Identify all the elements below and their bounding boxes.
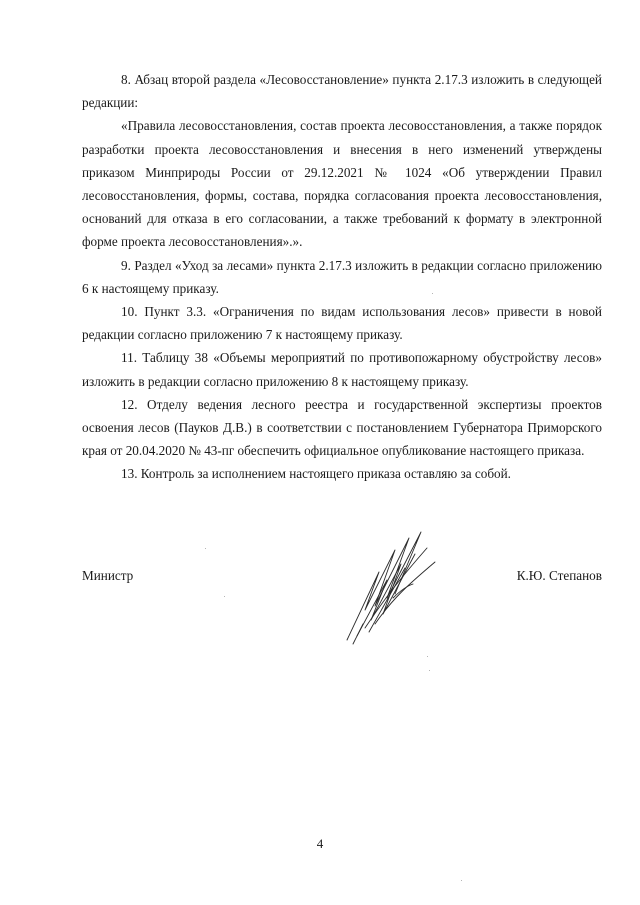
paragraph-13: 13. Контроль за исполнением настоящего приказа оставляю за собой. — [121, 466, 511, 482]
scan-speck — [427, 656, 428, 657]
document-body — [82, 68, 602, 486]
signer-name: К.Ю. Степанов — [516, 568, 602, 583]
scan-speck — [461, 880, 462, 881]
paragraph-11: 11. Таблицу 38 «Объемы мероприятий по противопожарному обустройству лесов» изложить в редакции согласно приложению 8 к настоящему приказу. — [82, 350, 602, 389]
paragraph-8: 8. Абзац второй раздела «Лесовосстановление» пункта 2.17.3 изложить в следующей редакции: — [82, 72, 602, 111]
scan-speck — [205, 548, 206, 549]
signature-block — [82, 568, 602, 592]
page-number: 4 — [316, 836, 324, 851]
paragraph-8-quote: «Правила лесовосстановления, состав проекта лесовосстановления, а также порядок разработки проекта лесовосстановления и внесения в него изменений утверждены приказом Минприроды России от 29.12.2021 № 1024 «Об утверждении Правил лесовосстановления, формы, состава, порядка согласования проекта лесовосстановления, оснований для отказа в его согласовании, а также требований к формату в электронной форме проекта лесовосстановления».». — [82, 118, 602, 250]
scan-speck — [432, 293, 433, 294]
paragraph-10: 10. Пункт 3.3. «Ограничения по видам использования лесов» привести в новой редакции согласно приложению 7 к настоящему приказу. — [82, 304, 602, 343]
scan-speck — [429, 670, 430, 671]
scan-speck — [224, 596, 225, 597]
paragraph-9: 9. Раздел «Уход за лесами» пункта 2.17.3 изложить в редакции согласно приложению 6 к настоящему приказу. — [82, 257, 602, 296]
paragraph-12: 12. Отделу ведения лесного реестра и государственной экспертизы проектов освоения лесов (Пауков Д.В.) в соответствии с постановлением Губернатора Приморского края от 20.04.2020 № 43-пг обеспечить официальное опубликование настоящего приказа. — [82, 396, 602, 459]
signer-title: Министр — [82, 568, 134, 583]
